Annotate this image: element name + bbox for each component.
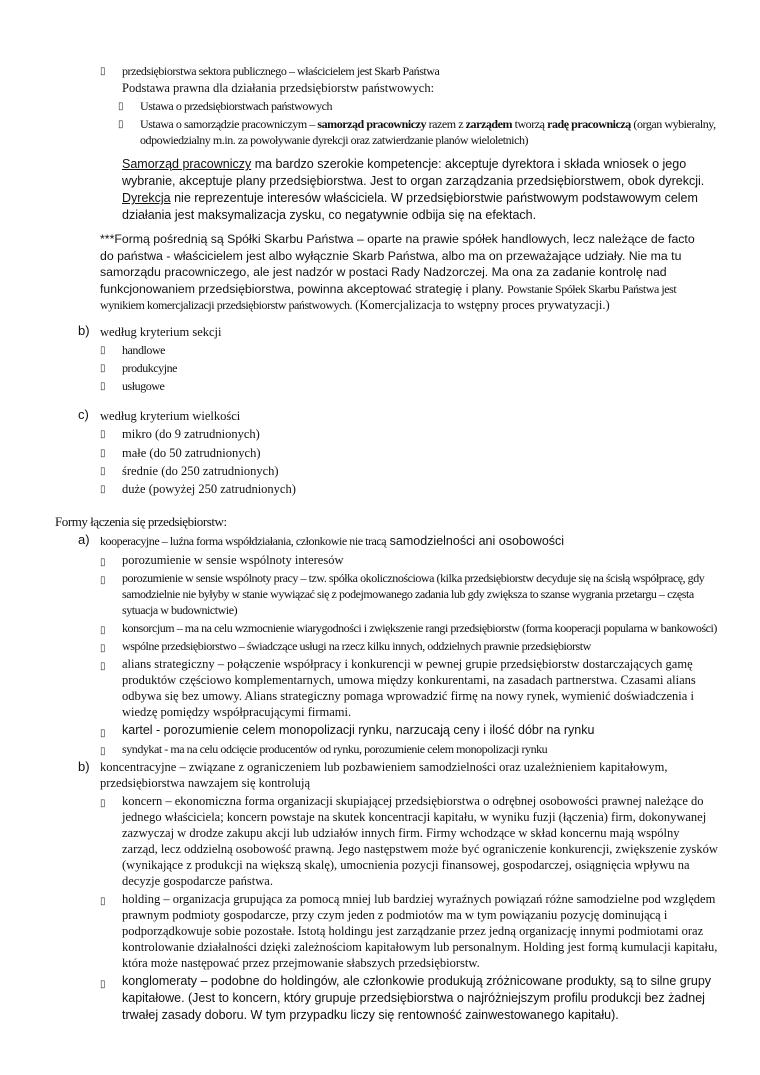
text-segment: kooperacyjne – luźna forma współdziałania, członkowie nie tracą	[100, 534, 387, 548]
list-item	[140, 116, 725, 148]
section-title	[78, 759, 720, 791]
bullet-icon: ▯	[100, 625, 106, 636]
spolki-paragraph	[100, 231, 710, 314]
text-segment: Powstanie Spółek Skarbu Państwa jest wynikiem komercjalizacji przedsiębiorstw państwowych.	[100, 281, 677, 312]
list-item	[100, 620, 718, 636]
list-item	[100, 552, 718, 568]
bullet-icon: ▯	[100, 896, 106, 907]
list-item-text: koncern – ekonomiczna forma organizacji skupiającej przedsiębiorstwa o odrębnej osobowości prawnej należące do jednego właściciela; koncern powstaje na skutek koncentracji kapitału, w wyniku fuzji (łączenia) firm, dokonywanej zazwyczaj w drodze zakupu akcji lub udziałów innych firm. Firmy wchodzące w skład koncernu mają wspólny zarząd, lecz oddzielną osobowość prawną. Jego następstwem może być ograniczenie konkurencji, zwiększenie zysków (wynikające z produkcji na większą skalę), umocnienia pozycji finansowej, gospodarczej, osiągnięcia wpływu na decyzje gospodarcze państwa.	[122, 794, 718, 888]
underlined-term: Samorząd pracowniczy	[122, 157, 252, 171]
legal-basis-text: Podstawa prawna dla działania przedsiębiorstw państwowych:	[122, 81, 435, 95]
section-title: według kryterium sekcji	[100, 325, 222, 339]
section-title	[78, 532, 720, 550]
bullet-icon: ▯	[100, 66, 106, 77]
text-segment: koncentracyjne – związane z ograniczeniem lub pozbawieniem samodzielności oraz uzależnieniem kapitałowym, przedsiębiorstwa nawzajem się kontrolują	[100, 760, 668, 790]
list-item-text: porozumienie w sensie wspólnoty pracy – tzw. spółka okolicznościowa (kilka przedsiębiorstw decyduje się na ścisłą współpracę, gdy samodzielnie nie byłyby w stanie wywiązać się z podejmowanego zadania lub gdy zwiększa to szanse wygrania przetargu – częsta sytuacja w budownictwie)	[122, 571, 705, 617]
bold-term: samorząd pracowniczy	[317, 117, 427, 131]
list-item-text: kartel - porozumienie celem monopolizacji rynku, narzucają ceny i ilość dóbr na rynku	[122, 723, 595, 737]
bold-term: zarządem	[465, 117, 513, 131]
list-item	[100, 656, 718, 720]
list-item	[100, 638, 718, 654]
bullet-icon: ▯	[100, 381, 106, 392]
list-item: średnie (do 250 zatrudnionych)	[122, 464, 279, 478]
list-item	[100, 793, 718, 889]
text-segment: samodzielności ani osobowości	[386, 534, 565, 548]
list-item: handlowe	[122, 343, 166, 357]
list-item: przedsiębiorstwa sektora publicznego – właścicielem jest Skarb Państwa	[122, 64, 440, 78]
bullet-icon: ▯	[118, 101, 124, 112]
list-item: produkcyjne	[122, 361, 178, 375]
bullet-icon: ▯	[100, 728, 106, 739]
bullet-icon: ▯	[100, 979, 106, 990]
list-item-text: holding – organizacja grupująca za pomocą mniej lub bardziej wyraźnych powiązań różne samodzielne pod względem prawnym podmioty gospodarcze, przy czym jeden z podmiotów ma w tym powiązaniu pozycję dominującą i podporządkowuje sobie pozostałe. Istotą holdingu jest zarządzanie przez jedną organizację innymi podmiotami oraz kontrolowanie działalności dzięki zależnościom kapitałowym lub personalnym. Holding jest formą kumulacji kapitału, która może następować przez przejmowanie słabszych przedsiębiorstw.	[122, 892, 718, 970]
text-segment: tworzą	[512, 117, 548, 131]
list-item: duże (powyżej 250 zatrudnionych)	[122, 482, 296, 496]
list-marker: b)	[78, 759, 90, 774]
list-item-text: alians strategiczny – połączenie współpracy i konkurencji w pewnej grupie przedsiębiorstw dostarczających gamę produktów częściowo komplementarnych, umowa między konkurentami, na zasadach partnerstwa. Czasami alians odbywa się bez umowy. Alians strategiczny pomaga wprowadzić firmę na nowy rynek, wymienić doświadczenia i wiedzę pomiędzy współpracującymi firmami.	[122, 657, 696, 719]
forms-heading: Formy łączenia się przedsiębiorstw:	[55, 514, 227, 529]
list-item: usługowe	[122, 379, 165, 393]
bullet-icon: ▯	[100, 746, 106, 757]
text-segment: Ustawa o samorządzie pracowniczym –	[140, 117, 318, 131]
bullet-icon: ▯	[100, 429, 106, 440]
list-item-text: wspólne przedsiębiorstwo – świadczące usługi na rzecz kilku innych, oddzielnych prawnie przedsiębiorstw	[122, 639, 591, 653]
text-segment: nie reprezentuje interesów właściciela. W przedsiębiorstwie państwowym podstawowym celem działania jest maksymalizacja zysku, co negatywnie odbija się na efektach.	[122, 191, 698, 222]
samorzad-paragraph	[122, 156, 722, 224]
underlined-term: Dyrekcja	[122, 191, 171, 205]
list-item-text: porozumienie w sensie wspólnoty interesów	[122, 553, 344, 567]
list-item	[100, 570, 718, 618]
forms-section	[0, 514, 760, 1026]
text-segment: ***Formą pośrednią są Spółki Skarbu Państwa – oparte na prawie spółek handlowych, lecz należące de facto do państwa - właścicielem jest albo wyłącznie Skarb Państwa, albo ma on przeważające udziały. Nie ma tu samorządu pracowniczego, ale jest nadzór w postaci Rady Nadzorczej. Ma ona za zadanie kontrolę nad funkcjonowaniem przedsiębiorstwa, powinna akceptować strategię i plany.	[100, 232, 695, 296]
list-item: małe (do 50 zatrudnionych)	[122, 446, 261, 460]
text-segment: ma bardzo szerokie kompetencje: akceptuje dyrektora i składa wniosek o jego wybranie, akceptuje plany przedsiębiorstwa. Jest to organ zarządzania przedsiębiorstwem, obok dyrekcji.	[122, 157, 705, 188]
bullet-icon: ▯	[100, 798, 106, 809]
list-item-text: konglomeraty – podobne do holdingów, ale członkowie produkują zróżnicowane produkty, są to silne grupy kapitałowe. (Jest to koncern, który grupuje przedsiębiorstwa o najróżniejszym profilu produkcji bez żadnej trwałej zasady doboru. W tym przypadku liczy się rentowność zainwestowanego kapitału).	[122, 974, 712, 1022]
list-marker: a)	[78, 532, 90, 547]
list-item-text: syndykat - ma na celu odcięcie producentów od rynku, porozumienie celem monopolizacji rynku	[122, 742, 548, 756]
list-item	[100, 973, 718, 1024]
text-segment: razem z	[426, 117, 466, 131]
bullet-icon: ▯	[100, 661, 106, 672]
list-marker: b)	[78, 323, 90, 338]
text-segment: (organ wybieralny, odpowiedzialny m.in. za powoływanie dyrekcji oraz zatwierdzanie planów wieloletnich)	[140, 117, 716, 147]
bullet-icon: ▯	[100, 643, 106, 654]
list-marker: c)	[78, 407, 89, 422]
bullet-icon: ▯	[100, 557, 106, 568]
bullet-icon: ▯	[100, 466, 106, 477]
bullet-icon: ▯	[100, 448, 106, 459]
list-item: mikro (do 9 zatrudnionych)	[122, 427, 260, 441]
list-item	[100, 741, 718, 757]
text-segment: (Komercjalizacja to wstępny proces prywatyzacji.)	[352, 298, 610, 312]
section-title: według kryterium wielkości	[100, 409, 241, 423]
bullet-icon: ▯	[118, 119, 124, 130]
bold-term: radę pracowniczą	[547, 117, 631, 131]
list-item	[100, 722, 718, 739]
bullet-icon: ▯	[100, 363, 106, 374]
bullet-icon: ▯	[100, 575, 106, 586]
bullet-icon: ▯	[100, 484, 106, 495]
bullet-icon: ▯	[100, 345, 106, 356]
list-item: Ustawa o przedsiębiorstwach państwowych	[140, 99, 333, 113]
list-item-text: konsorcjum – ma na celu wzmocnienie wiarygodności i zwiększenie rangi przedsiębiorstw (forma kooperacji popularna w bankowości)	[122, 621, 717, 635]
list-item	[100, 891, 718, 971]
